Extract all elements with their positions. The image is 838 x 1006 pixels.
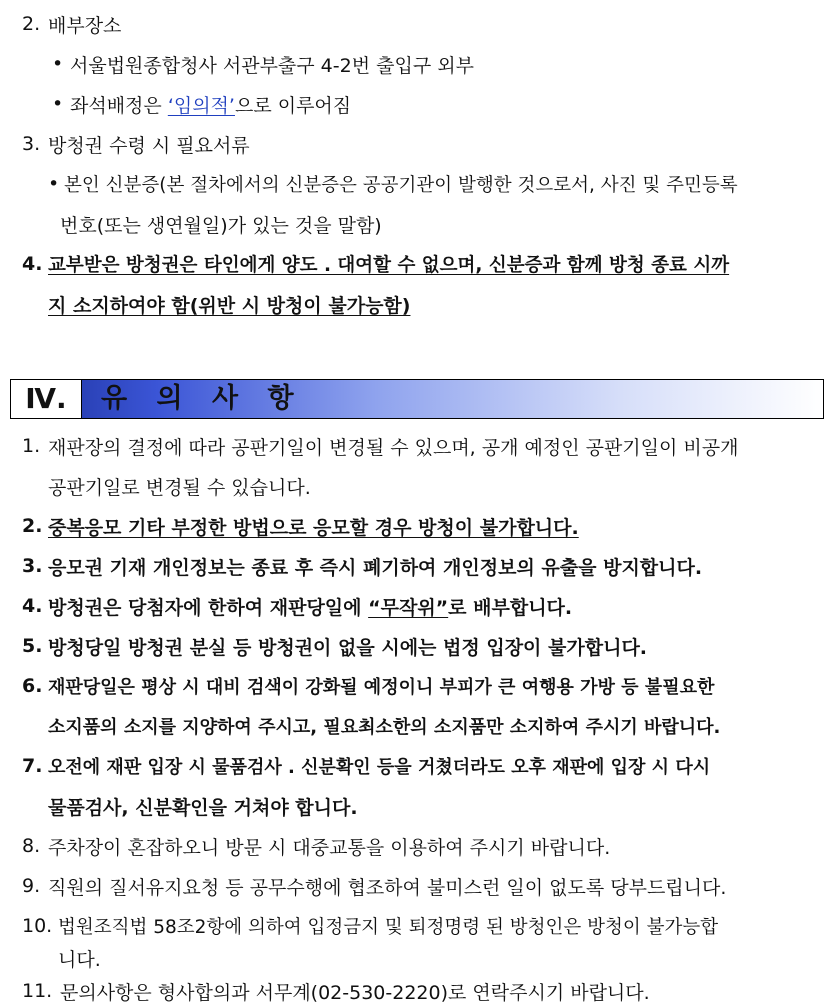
bullet-icon: • (48, 173, 60, 195)
bullet-text-line1: 본인 신분증(본 절차에서의 신분증은 공공기관이 발행한 것으로서, 사진 및 주민등록 (64, 175, 738, 196)
section-banner (10, 379, 824, 419)
item-text-line1: 재판장의 결정에 따라 공판기일이 변경될 수 있으며, 공개 예정인 공판기일이 비공개 (48, 437, 739, 459)
item-text-line1: 교부받은 방청권은 타인에게 양도 . 대여할 수 없으며, 신분증과 함께 방청 종료 시까 (48, 255, 730, 276)
item-number: 2. (22, 515, 43, 537)
item-number: 5. (22, 635, 43, 657)
item-number: 8. (22, 835, 41, 857)
item-number: 3. (22, 555, 43, 577)
item-number: 6. (22, 675, 43, 697)
section-roman-numeral: Ⅳ. (11, 380, 82, 418)
item-text-line2: 지 소지하여야 함(위반 시 방청이 불가능함) (48, 295, 411, 317)
item-text-line1: 주차장이 혼잡하오니 방문 시 대중교통을 이용하여 주시기 바랍니다. (48, 837, 611, 859)
item-text: 배부장소 (48, 15, 122, 37)
item-number: 1. (22, 435, 41, 457)
section-title: 유 의 사 항 (101, 383, 304, 414)
item-number: 11. (22, 980, 53, 1002)
item-text-line1: 문의사항은 형사합의과 서무계(02-530-2220)로 연락주시기 바랍니다. (60, 982, 650, 1004)
item-number: 4. (22, 253, 43, 275)
item-number: 10. (22, 915, 53, 937)
bullet-text: 서울법원종합청사 서관부출구 4-2번 출입구 외부 (70, 55, 474, 77)
item-text-line2: 니다. (58, 949, 101, 971)
bullet-icon: • (52, 53, 64, 75)
item-text-line1: 법원조직법 58조2항에 의하여 입정금지 및 퇴정명령 된 방청인은 방청이 불가능합 (58, 917, 719, 938)
item-number: 2. (22, 13, 41, 35)
item-text-line2: 물품검사, 신분확인을 거쳐야 합니다. (48, 797, 358, 819)
item-number: 3. (22, 133, 41, 155)
item-number: 4. (22, 595, 43, 617)
item-text-line1: 방청당일 방청권 분실 등 방청권이 없을 시에는 법정 입장이 불가합니다. (48, 637, 648, 659)
item-text-line2: 공판기일로 변경될 수 있습니다. (48, 477, 311, 499)
item-number: 9. (22, 875, 41, 897)
random-distribution-term: “무작위” (368, 597, 449, 619)
item-text-line1: 응모권 기재 개인정보는 종료 후 즉시 폐기하여 개인정보의 유출을 방지합니다. (48, 557, 703, 579)
item-text-line1: 재판당일은 평상 시 대비 검색이 강화될 예정이니 부피가 큰 여행용 가방 등 불필요한 (48, 677, 715, 698)
bullet-icon: • (52, 93, 64, 115)
item-text-line1: 중복응모 기타 부정한 방법으로 응모할 경우 방청이 불가합니다. (48, 517, 579, 539)
item-number: 7. (22, 755, 43, 777)
item-text: 방청권 수령 시 필요서류 (48, 135, 250, 157)
item-text-line1: 오전에 재판 입장 시 물품검사 . 신분확인 등을 거쳤더라도 오후 재판에 입장 시 다시 (48, 757, 711, 778)
bullet-text: 좌석배정은 ‘임의적’으로 이루어짐 (70, 95, 352, 117)
item-text-line1: 방청권은 당첨자에 한하여 재판당일에 “무작위”로 배부합니다. (48, 597, 573, 619)
item-text-line2: 소지품의 소지를 지양하여 주시고, 필요최소한의 소지품만 소지하여 주시기 바랍니다. (48, 717, 721, 738)
item-text-line1: 직원의 질서유지요청 등 공무수행에 협조하여 불미스런 일이 없도록 당부드립니다. (48, 877, 727, 899)
seat-assignment-term: ‘임의적’ (167, 95, 235, 117)
bullet-text-line2: 번호(또는 생연월일)가 있는 것을 말함) (60, 215, 382, 237)
